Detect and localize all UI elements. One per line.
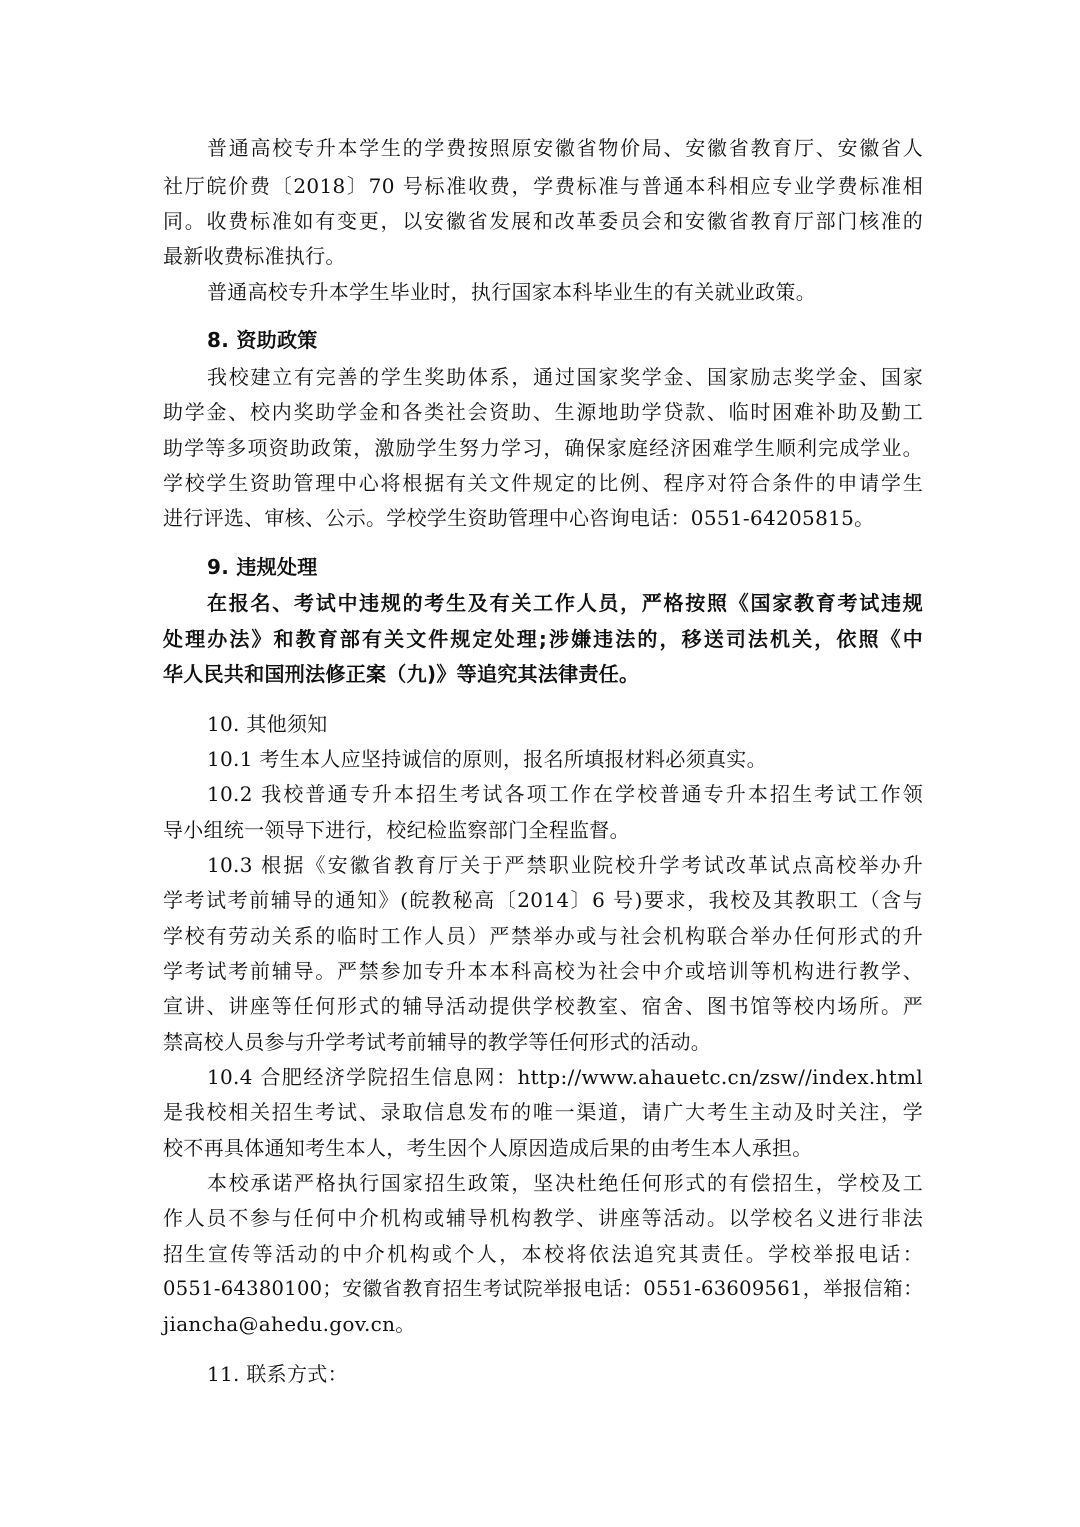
s10-p4-line3: 校不再具体通知考生本人，考生因个人原因造成后果的由考生本人承担。: [163, 1136, 813, 1160]
section-9-heading: 9. 违规处理: [207, 555, 318, 579]
s9-p1-line1: 在报名、考试中违规的考生及有关工作人员，严格按照《国家教育考试违规: [207, 591, 923, 615]
tuition-p2: 普通高校专升本学生毕业时，执行国家本科毕业生的有关就业政策。: [207, 280, 816, 304]
s10-p4-line2: 是我校相关招生考试、录取信息发布的唯一渠道，请广大考生主动及时关注，学: [163, 1100, 923, 1124]
s10-p1: 10.1 考生本人应坚持诚信的原则，报名所填报材料必须真实。: [207, 747, 767, 771]
s8-p1-line3: 助学等多项资助政策，激励学生努力学习，确保家庭经济困难学生顺利完成学业。: [163, 436, 923, 460]
s10-p5-line3: 招生宣传等活动的中介机构或个人，本校将依法追究其责任。学校举报电话：: [163, 1242, 923, 1266]
section-10-heading: 10. 其他须知: [207, 712, 328, 736]
s8-p1-line4: 学校学生资助管理中心将根据有关文件规定的比例、程序对符合条件的申请学生: [163, 471, 923, 495]
s9-p1-line2: 处理办法》和教育部有关文件规定处理;涉嫌违法的，移送司法机关，依照《中: [163, 627, 923, 651]
s10-p5-line5: jiancha@ahedu.gov.cn。: [163, 1312, 416, 1336]
tuition-p1-line4: 最新收费标准执行。: [163, 244, 346, 268]
tuition-p1-line1: 普通高校专升本学生的学费按照原安徽省物价局、安徽省教育厅、安徽省人: [207, 136, 923, 160]
s10-p3-line6: 禁高校人员参与升学考试考前辅导的教学等任何形式的活动。: [163, 1030, 712, 1054]
s8-p1-line2: 助学金、校内奖助学金和各类社会资助、生源地助学贷款、临时困难补助及勤工: [163, 400, 923, 424]
s10-p2-line1: 10.2 我校普通专升本招生考试各项工作在学校普通专升本招生考试工作领: [207, 782, 923, 806]
tuition-p1-line3: 同。收费标准如有变更，以安徽省发展和改革委员会和安徽省教育厅部门核准的: [163, 209, 923, 233]
s10-p2-line2: 导小组统一领导下进行，校纪检监察部门全程监督。: [163, 818, 630, 842]
s10-p5-line1: 本校承诺严格执行国家招生政策，坚决杜绝任何形式的有偿招生，学校及工: [207, 1171, 923, 1195]
s10-p3-line4: 学考试考前辅导。严禁参加专升本本科高校为社会中介或培训等机构进行教学、: [163, 959, 923, 983]
s9-p1-line3: 华人民共和国刑法修正案（九)》等追究其法律责任。: [163, 662, 640, 686]
s10-p3-line1: 10.3 根据《安徽省教育厅关于严禁职业院校升学考试改革试点高校举办升: [207, 853, 923, 877]
section-8-heading: 8. 资助政策: [207, 328, 318, 352]
s10-p5-line4: 0551-64380100；安徽省教育招生考试院举报电话：0551-63609561，举报信箱：: [163, 1277, 923, 1300]
s10-p5-line2: 作人员不参与任何中介机构或辅导机构教学、讲座等活动。以学校名义进行非法: [163, 1206, 923, 1230]
tuition-p1-line2: 社厅皖价费〔2018〕70 号标准收费，学费标准与普通本科相应专业学费标准相: [163, 174, 923, 198]
s10-p3-line2: 学考试考前辅导的通知》(皖教秘高〔2014〕6 号)要求，我校及其教职工（含与: [163, 888, 923, 912]
section-11-heading: 11. 联系方式：: [207, 1362, 348, 1386]
s10-p4-line1: 10.4 合肥经济学院招生信息网：http://www.ahauetc.cn/zsw//index.html: [207, 1065, 923, 1089]
s8-p1-line1: 我校建立有完善的学生奖助体系，通过国家奖学金、国家励志奖学金、国家: [207, 365, 923, 389]
s8-p1-line5: 进行评选、审核、公示。学校学生资助管理中心咨询电话：0551-64205815。: [163, 506, 875, 530]
s10-p3-line3: 学校有劳动关系的临时工作人员）严禁举办或与社会机构联合举办任何形式的升: [163, 924, 923, 948]
s10-p3-line5: 宣讲、讲座等任何形式的辅导活动提供学校教室、宿舍、图书馆等校内场所。严: [163, 994, 923, 1018]
